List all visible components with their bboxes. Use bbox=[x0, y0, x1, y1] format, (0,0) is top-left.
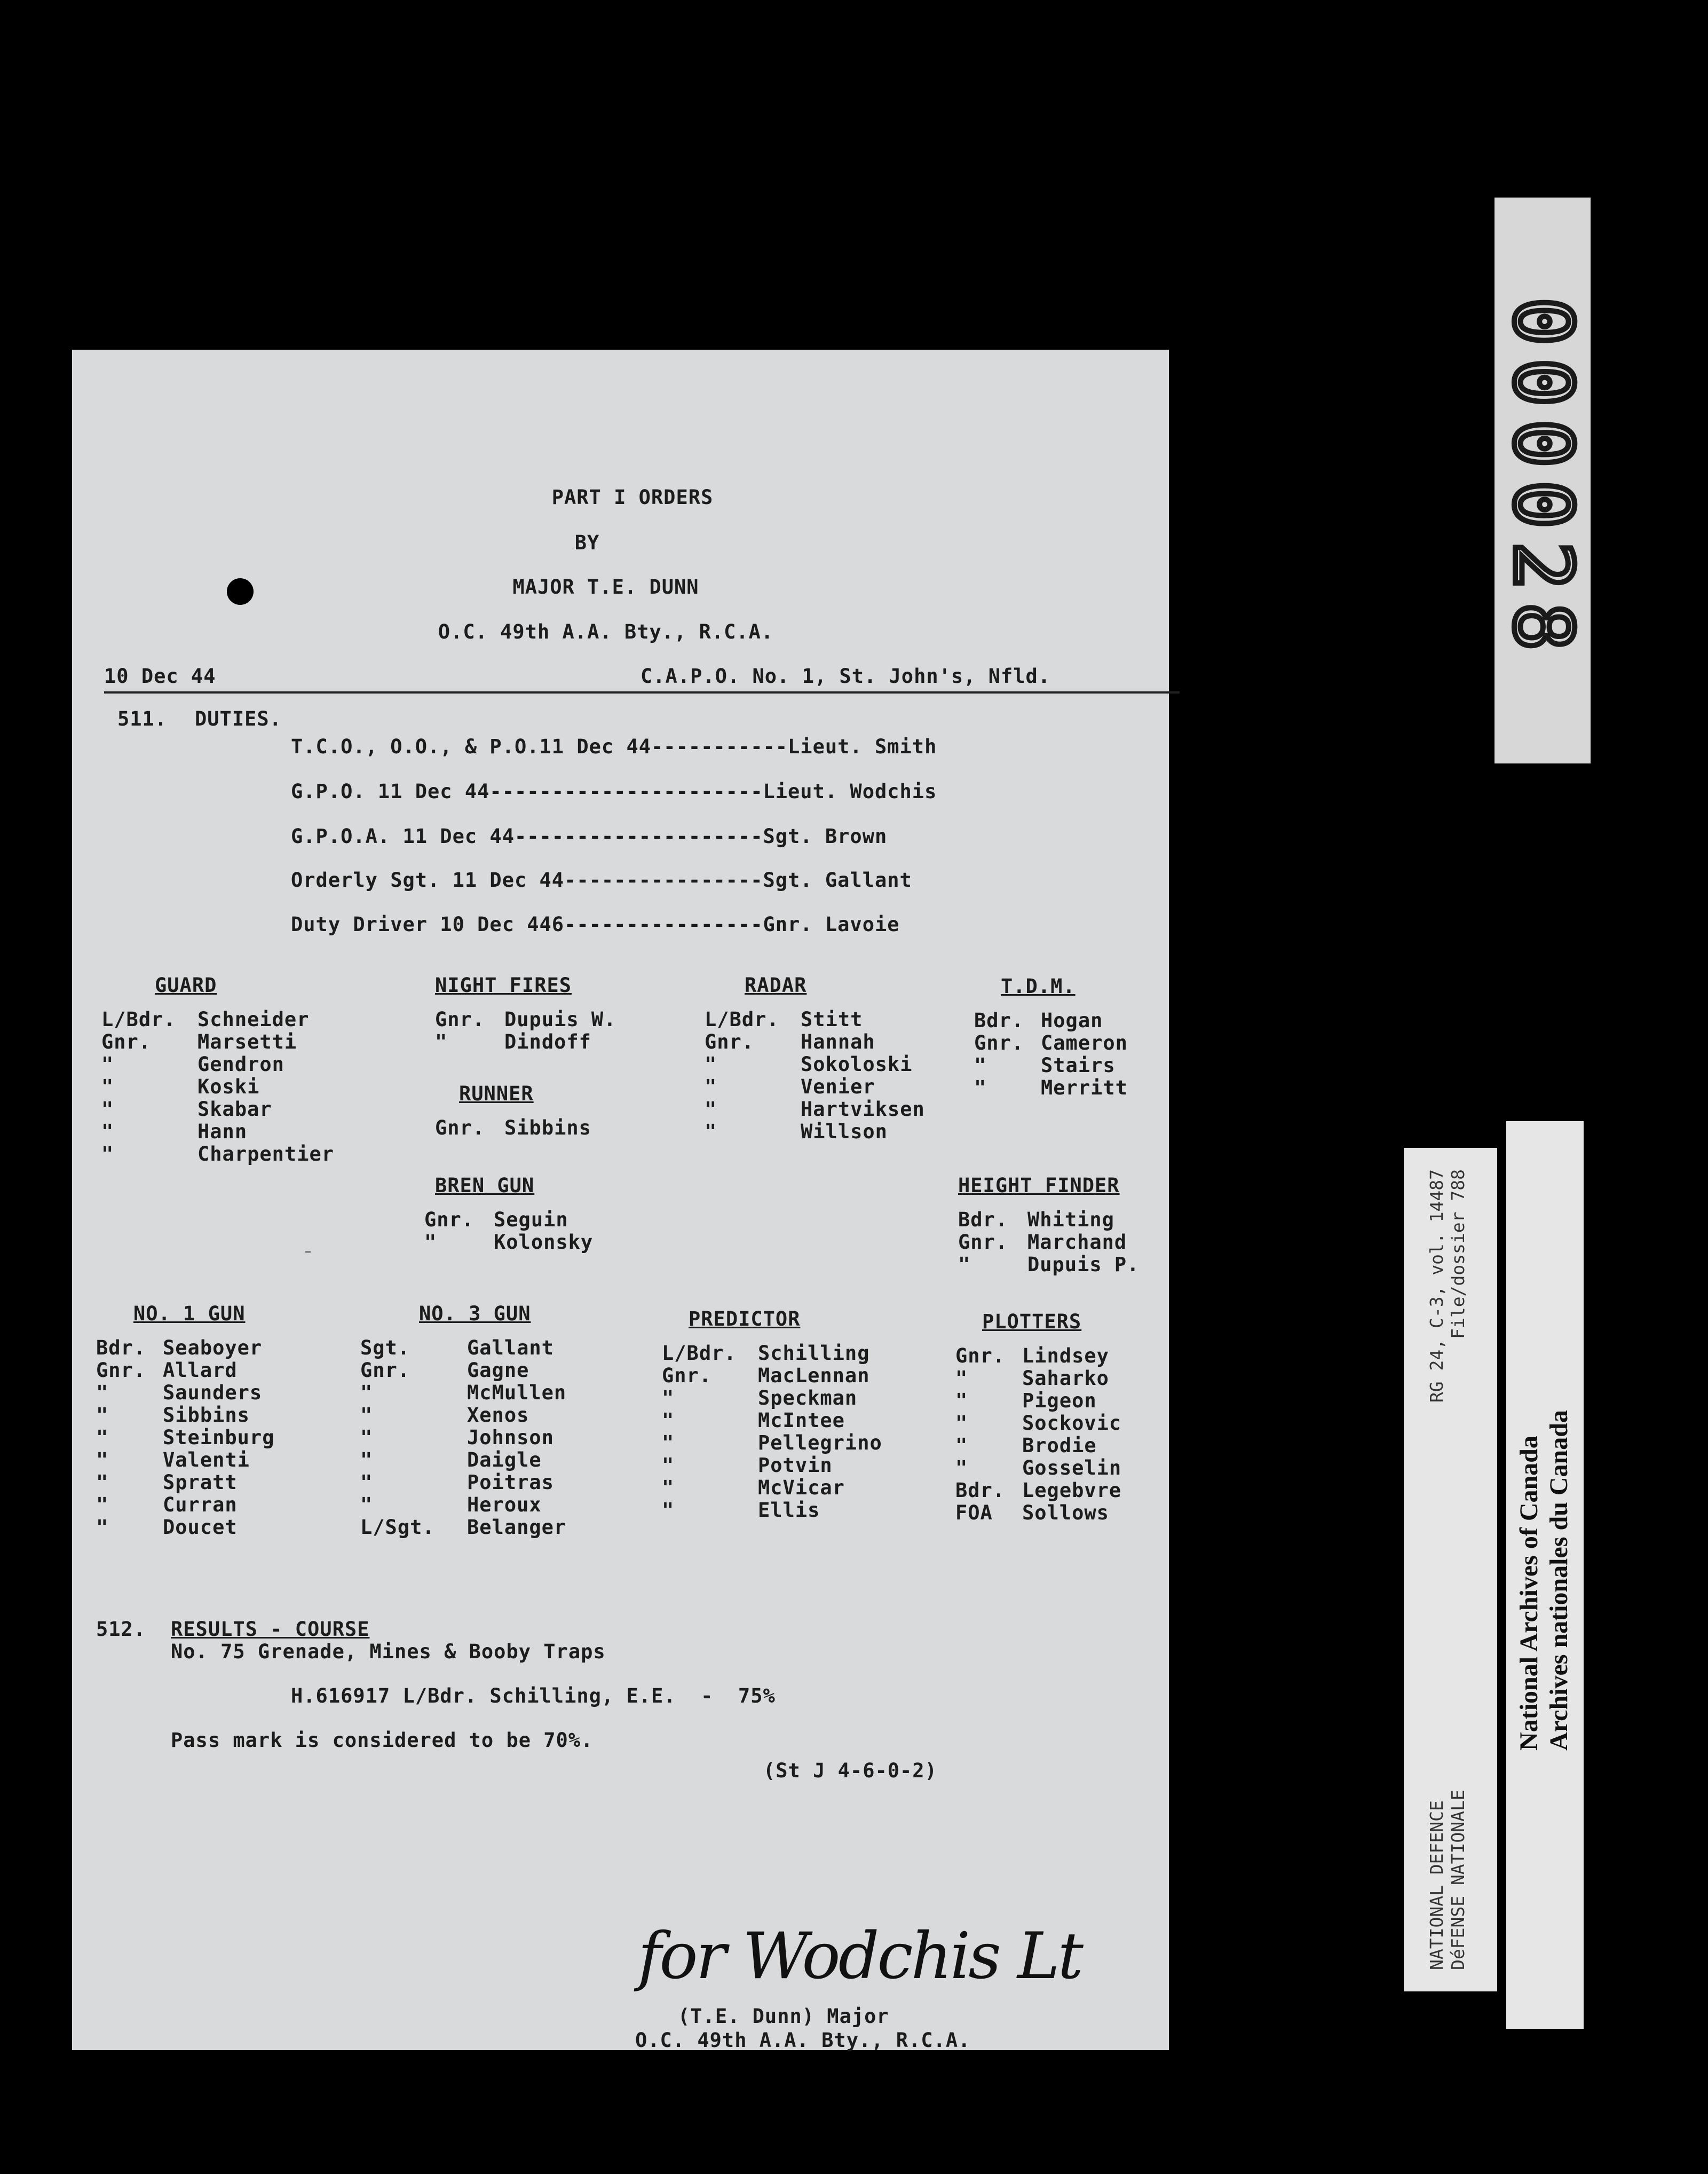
rank: " bbox=[955, 1434, 968, 1457]
soldier-name: Marchand bbox=[1027, 1231, 1127, 1254]
soldier-name: Gagne bbox=[467, 1359, 529, 1382]
soldier-name: Whiting bbox=[1027, 1208, 1114, 1231]
roster-row bbox=[96, 1471, 274, 1494]
roster-row bbox=[662, 1454, 882, 1477]
soldier-name: Poitras bbox=[467, 1471, 554, 1494]
roster-row bbox=[96, 1427, 274, 1449]
rank: " bbox=[101, 1143, 114, 1165]
rank: Gnr. bbox=[435, 1116, 485, 1139]
soldier-name: McIntee bbox=[758, 1409, 845, 1432]
bren-gun-roster bbox=[424, 1175, 593, 1254]
rank: " bbox=[958, 1253, 971, 1276]
roster-row bbox=[955, 1479, 1121, 1502]
soldier-name: Gallant bbox=[467, 1336, 554, 1359]
header-unit: O.C. 49th A.A. Bty., R.C.A. bbox=[438, 620, 774, 643]
results-course: No. 75 Grenade, Mines & Booby Traps bbox=[171, 1640, 606, 1663]
archive-reference-text bbox=[1426, 1169, 1469, 1970]
roster-row bbox=[955, 1390, 1121, 1412]
soldier-name: Spratt bbox=[163, 1471, 238, 1494]
pass-mark: Pass mark is considered to be 70%. bbox=[171, 1729, 594, 1752]
roster-row bbox=[360, 1382, 566, 1404]
roster-title: NO. 1 GUN bbox=[133, 1302, 246, 1325]
soldier-name: Gosselin bbox=[1022, 1456, 1122, 1479]
rank: " bbox=[96, 1493, 109, 1516]
rank: " bbox=[96, 1404, 109, 1427]
duty-line: Orderly Sgt. 11 Dec 44----------------Sgt. Gallant bbox=[291, 869, 912, 892]
soldier-name: Stairs bbox=[1041, 1054, 1116, 1077]
rank: " bbox=[974, 1054, 987, 1077]
soldier-name: Venier bbox=[801, 1075, 875, 1098]
roster-row bbox=[955, 1502, 1121, 1524]
soldier-name: Charpentier bbox=[197, 1143, 335, 1165]
rank: " bbox=[435, 1030, 448, 1053]
document-page bbox=[72, 350, 1169, 2050]
punch-hole bbox=[227, 578, 254, 605]
roster-title: HEIGHT FINDER bbox=[958, 1174, 1120, 1197]
roster-title: GUARD bbox=[155, 974, 217, 997]
roster-row bbox=[435, 1031, 616, 1053]
roster-row bbox=[705, 1098, 925, 1121]
roster-row bbox=[101, 1031, 334, 1053]
soldier-name: Hann bbox=[197, 1120, 248, 1143]
soldier-name: Koski bbox=[197, 1075, 260, 1098]
rank: " bbox=[662, 1454, 675, 1477]
roster-row bbox=[96, 1449, 274, 1471]
duty-line: G.P.O. 11 Dec 44----------------------Lieut. Wodchis bbox=[291, 780, 937, 803]
soldier-name: Schneider bbox=[197, 1008, 310, 1031]
roster-row bbox=[955, 1412, 1121, 1435]
no3-gun-roster bbox=[360, 1303, 566, 1539]
rank: " bbox=[705, 1075, 717, 1098]
rank: L/Bdr. bbox=[662, 1342, 737, 1365]
roster-row bbox=[96, 1494, 274, 1516]
soldier-name: Cameron bbox=[1041, 1031, 1128, 1054]
roster-row bbox=[360, 1449, 566, 1471]
soldier-name: McVicar bbox=[758, 1476, 845, 1499]
soldier-name: Kolonsky bbox=[494, 1231, 594, 1254]
roster-row bbox=[360, 1404, 566, 1427]
rank: " bbox=[955, 1456, 968, 1479]
soldier-name: Pellegrino bbox=[758, 1431, 882, 1454]
soldier-name: Schilling bbox=[758, 1342, 870, 1365]
rank: Gnr. bbox=[435, 1008, 485, 1031]
rank: Gnr. bbox=[96, 1359, 146, 1382]
rank: " bbox=[360, 1426, 373, 1449]
soldier-name: Saharko bbox=[1022, 1367, 1109, 1390]
rank: " bbox=[360, 1448, 373, 1471]
rank: " bbox=[101, 1053, 114, 1076]
rank: L/Bdr. bbox=[101, 1008, 176, 1031]
rank: Bdr. bbox=[974, 1009, 1024, 1032]
rank: " bbox=[705, 1098, 717, 1121]
rank: Bdr. bbox=[958, 1208, 1008, 1231]
roster-row bbox=[424, 1231, 593, 1254]
rank: " bbox=[705, 1120, 717, 1143]
roster-row bbox=[662, 1409, 882, 1432]
roster-title: PREDICTOR bbox=[689, 1307, 801, 1330]
rank: " bbox=[360, 1493, 373, 1516]
roster-title: T.D.M. bbox=[1001, 975, 1076, 998]
roster-row bbox=[974, 1032, 1128, 1054]
header-officer: MAJOR T.E. DUNN bbox=[512, 576, 699, 598]
rank: L/Bdr. bbox=[705, 1008, 779, 1031]
soldier-name: Merritt bbox=[1041, 1076, 1128, 1099]
rank: L/Sgt. bbox=[360, 1516, 435, 1539]
rank: Bdr. bbox=[96, 1336, 146, 1359]
roster-row bbox=[955, 1435, 1121, 1457]
soldier-name: Heroux bbox=[467, 1493, 542, 1516]
roster-row bbox=[958, 1254, 1139, 1276]
results-number: 512. bbox=[96, 1618, 146, 1641]
rank: Gnr. bbox=[360, 1359, 410, 1382]
rank: " bbox=[662, 1387, 675, 1409]
rank: " bbox=[360, 1404, 373, 1427]
rank: Bdr. bbox=[955, 1479, 1006, 1502]
roster-row bbox=[958, 1209, 1139, 1231]
roster-row bbox=[101, 1098, 334, 1121]
rank: " bbox=[955, 1367, 968, 1390]
roster-title: NO. 3 GUN bbox=[419, 1302, 531, 1325]
soldier-name: Ellis bbox=[758, 1499, 820, 1522]
soldier-name: Hannah bbox=[801, 1030, 875, 1053]
roster-title: BREN GUN bbox=[435, 1174, 535, 1197]
rank: Gnr. bbox=[705, 1030, 755, 1053]
frame-number: 000028 bbox=[1496, 297, 1589, 664]
guard-roster bbox=[101, 974, 334, 1165]
soldier-name: Hogan bbox=[1041, 1009, 1103, 1032]
speck: - bbox=[302, 1239, 315, 1263]
height-finder-roster bbox=[958, 1175, 1139, 1276]
soldier-name: Stitt bbox=[801, 1008, 863, 1031]
soldier-name: Dupuis P. bbox=[1027, 1253, 1140, 1276]
file-reference: (St J 4-6-0-2) bbox=[763, 1759, 937, 1782]
soldier-name: Seaboyer bbox=[163, 1336, 263, 1359]
rank: " bbox=[96, 1471, 109, 1494]
archives-label bbox=[1514, 1410, 1574, 1751]
roster-row bbox=[705, 1076, 925, 1098]
rank: " bbox=[662, 1431, 675, 1454]
header-rule bbox=[104, 691, 1180, 694]
soldier-name: Skabar bbox=[197, 1098, 272, 1121]
rank: " bbox=[96, 1426, 109, 1449]
soldier-name: Belanger bbox=[467, 1516, 567, 1539]
roster-row bbox=[662, 1477, 882, 1499]
roster-row bbox=[705, 1031, 925, 1053]
header-title: PART I ORDERS bbox=[551, 486, 714, 509]
roster-row bbox=[101, 1076, 334, 1098]
soldier-name: Legebvre bbox=[1022, 1479, 1122, 1502]
soldier-name: Steinburg bbox=[163, 1426, 275, 1449]
rank: " bbox=[705, 1053, 717, 1076]
soldier-name: Curran bbox=[163, 1493, 238, 1516]
roster-row bbox=[955, 1367, 1121, 1390]
soldier-name: Pigeon bbox=[1022, 1389, 1097, 1412]
rank: " bbox=[662, 1499, 675, 1522]
order-date: 10 Dec 44 bbox=[104, 665, 216, 688]
rank: " bbox=[101, 1098, 114, 1121]
rank: Gnr. bbox=[974, 1031, 1024, 1054]
order-location: C.A.P.O. No. 1, St. John's, Nfld. bbox=[640, 665, 1051, 688]
rank: Gnr. bbox=[101, 1030, 152, 1053]
roster-row bbox=[974, 1077, 1128, 1099]
rank: Gnr. bbox=[958, 1231, 1008, 1254]
roster-row bbox=[96, 1359, 274, 1382]
soldier-name: McMullen bbox=[467, 1381, 567, 1404]
rank: " bbox=[662, 1476, 675, 1499]
rank: " bbox=[360, 1381, 373, 1404]
signature-unit: O.C. 49th A.A. Bty., R.C.A. bbox=[635, 2029, 971, 2052]
roster-row bbox=[101, 1143, 334, 1165]
roster-row bbox=[96, 1404, 274, 1427]
soldier-name: Marsetti bbox=[197, 1030, 297, 1053]
roster-row bbox=[955, 1345, 1121, 1367]
results-entry: H.616917 L/Bdr. Schilling, E.E. - 75% bbox=[291, 1684, 776, 1707]
radar-roster bbox=[705, 974, 925, 1143]
soldier-name: Doucet bbox=[163, 1516, 238, 1539]
signature-name: (T.E. Dunn) Major bbox=[678, 2005, 889, 2028]
soldier-name: Sibbins bbox=[163, 1404, 250, 1427]
soldier-name: Sibbins bbox=[504, 1116, 591, 1139]
header-by: BY bbox=[574, 531, 600, 554]
tdm-roster bbox=[974, 975, 1128, 1099]
soldier-name: Seguin bbox=[494, 1208, 568, 1231]
roster-row bbox=[360, 1494, 566, 1516]
roster-row bbox=[974, 1054, 1128, 1077]
roster-row bbox=[360, 1427, 566, 1449]
roster-row bbox=[662, 1499, 882, 1522]
soldier-name: Valenti bbox=[163, 1448, 250, 1471]
roster-row bbox=[705, 1009, 925, 1031]
roster-row bbox=[435, 1117, 591, 1139]
duty-line: Duty Driver 10 Dec 446----------------Gnr. Lavoie bbox=[291, 913, 900, 936]
plotters-roster bbox=[955, 1311, 1121, 1524]
rank: " bbox=[96, 1448, 109, 1471]
roster-title: RUNNER bbox=[459, 1082, 534, 1105]
rank: Gnr. bbox=[424, 1208, 475, 1231]
roster-row bbox=[424, 1209, 593, 1231]
roster-row bbox=[101, 1121, 334, 1143]
soldier-name: Allard bbox=[163, 1359, 238, 1382]
soldier-name: Dindoff bbox=[504, 1030, 591, 1053]
roster-title: PLOTTERS bbox=[982, 1310, 1082, 1333]
soldier-name: Sockovic bbox=[1022, 1412, 1122, 1435]
rank: " bbox=[974, 1076, 987, 1099]
nac-line-1: National Archives of Canada bbox=[1515, 1436, 1543, 1751]
roster-row bbox=[662, 1342, 882, 1365]
roster-row bbox=[705, 1053, 925, 1076]
roster-row bbox=[96, 1382, 274, 1404]
roster-row bbox=[96, 1337, 274, 1359]
results-heading: RESULTS - COURSE bbox=[171, 1618, 370, 1641]
soldier-name: Dupuis W. bbox=[504, 1008, 616, 1031]
soldier-name: Willson bbox=[801, 1120, 888, 1143]
rank: FOA bbox=[955, 1501, 993, 1524]
rank: Gnr. bbox=[662, 1364, 712, 1387]
rank: " bbox=[955, 1412, 968, 1435]
duty-line: T.C.O., O.O., & P.O.11 Dec 44-----------Lieut. Smith bbox=[291, 735, 937, 758]
roster-row bbox=[360, 1516, 566, 1539]
predictor-roster bbox=[662, 1308, 882, 1522]
roster-row bbox=[705, 1121, 925, 1143]
soldier-name: Xenos bbox=[467, 1404, 529, 1427]
duties-number: 511. bbox=[117, 707, 168, 730]
rank: " bbox=[360, 1471, 373, 1494]
handwritten-signature: for Wodchis Lt bbox=[638, 1919, 1081, 1994]
rank: " bbox=[96, 1381, 109, 1404]
roster-row bbox=[360, 1359, 566, 1382]
roster-row bbox=[360, 1471, 566, 1494]
roster-row bbox=[958, 1231, 1139, 1254]
roster-row bbox=[662, 1387, 882, 1409]
soldier-name: Daigle bbox=[467, 1448, 542, 1471]
rank: " bbox=[96, 1516, 109, 1539]
roster-row bbox=[96, 1516, 274, 1539]
night-fires-roster bbox=[435, 974, 616, 1053]
dept-line-1: NATIONAL DEFENCE bbox=[1426, 1800, 1447, 1970]
rank: " bbox=[424, 1231, 437, 1254]
soldier-name: Lindsey bbox=[1022, 1344, 1109, 1367]
soldier-name: Speckman bbox=[758, 1387, 858, 1409]
duties-heading: DUTIES. bbox=[195, 707, 282, 730]
soldier-name: MacLennan bbox=[758, 1364, 870, 1387]
soldier-name: Saunders bbox=[163, 1381, 263, 1404]
soldier-name: Gendron bbox=[197, 1053, 284, 1076]
nac-line-2: Archives nationales du Canada bbox=[1545, 1410, 1573, 1751]
roster-row bbox=[360, 1337, 566, 1359]
ref-line-2: File/dossier 788 bbox=[1448, 1169, 1468, 1339]
no1-gun-roster bbox=[96, 1303, 274, 1539]
roster-row bbox=[955, 1457, 1121, 1479]
soldier-name: Sokoloski bbox=[801, 1053, 913, 1076]
soldier-name: Brodie bbox=[1022, 1434, 1097, 1457]
soldier-name: Sollows bbox=[1022, 1501, 1109, 1524]
rank: Sgt. bbox=[360, 1336, 410, 1359]
roster-row bbox=[435, 1009, 616, 1031]
roster-title: NIGHT FIRES bbox=[435, 974, 572, 997]
rank: " bbox=[101, 1120, 114, 1143]
rank: Gnr. bbox=[955, 1344, 1006, 1367]
soldier-name: Hartviksen bbox=[801, 1098, 925, 1121]
rank: " bbox=[662, 1409, 675, 1432]
rank: " bbox=[101, 1075, 114, 1098]
runner-roster bbox=[435, 1083, 591, 1139]
roster-row bbox=[662, 1365, 882, 1387]
soldier-name: Potvin bbox=[758, 1454, 833, 1477]
roster-row bbox=[662, 1432, 882, 1454]
roster-row bbox=[974, 1010, 1128, 1032]
roster-title: RADAR bbox=[745, 974, 807, 997]
rank: " bbox=[955, 1389, 968, 1412]
roster-row bbox=[101, 1053, 334, 1076]
ref-line-1: RG 24, C-3, vol. 14487 bbox=[1426, 1169, 1447, 1403]
roster-row bbox=[101, 1009, 334, 1031]
soldier-name: Johnson bbox=[467, 1426, 554, 1449]
duty-line: G.P.O.A. 11 Dec 44--------------------Sgt. Brown bbox=[291, 825, 888, 848]
dept-line-2: DéFENSE NATIONALE bbox=[1448, 1790, 1468, 1970]
